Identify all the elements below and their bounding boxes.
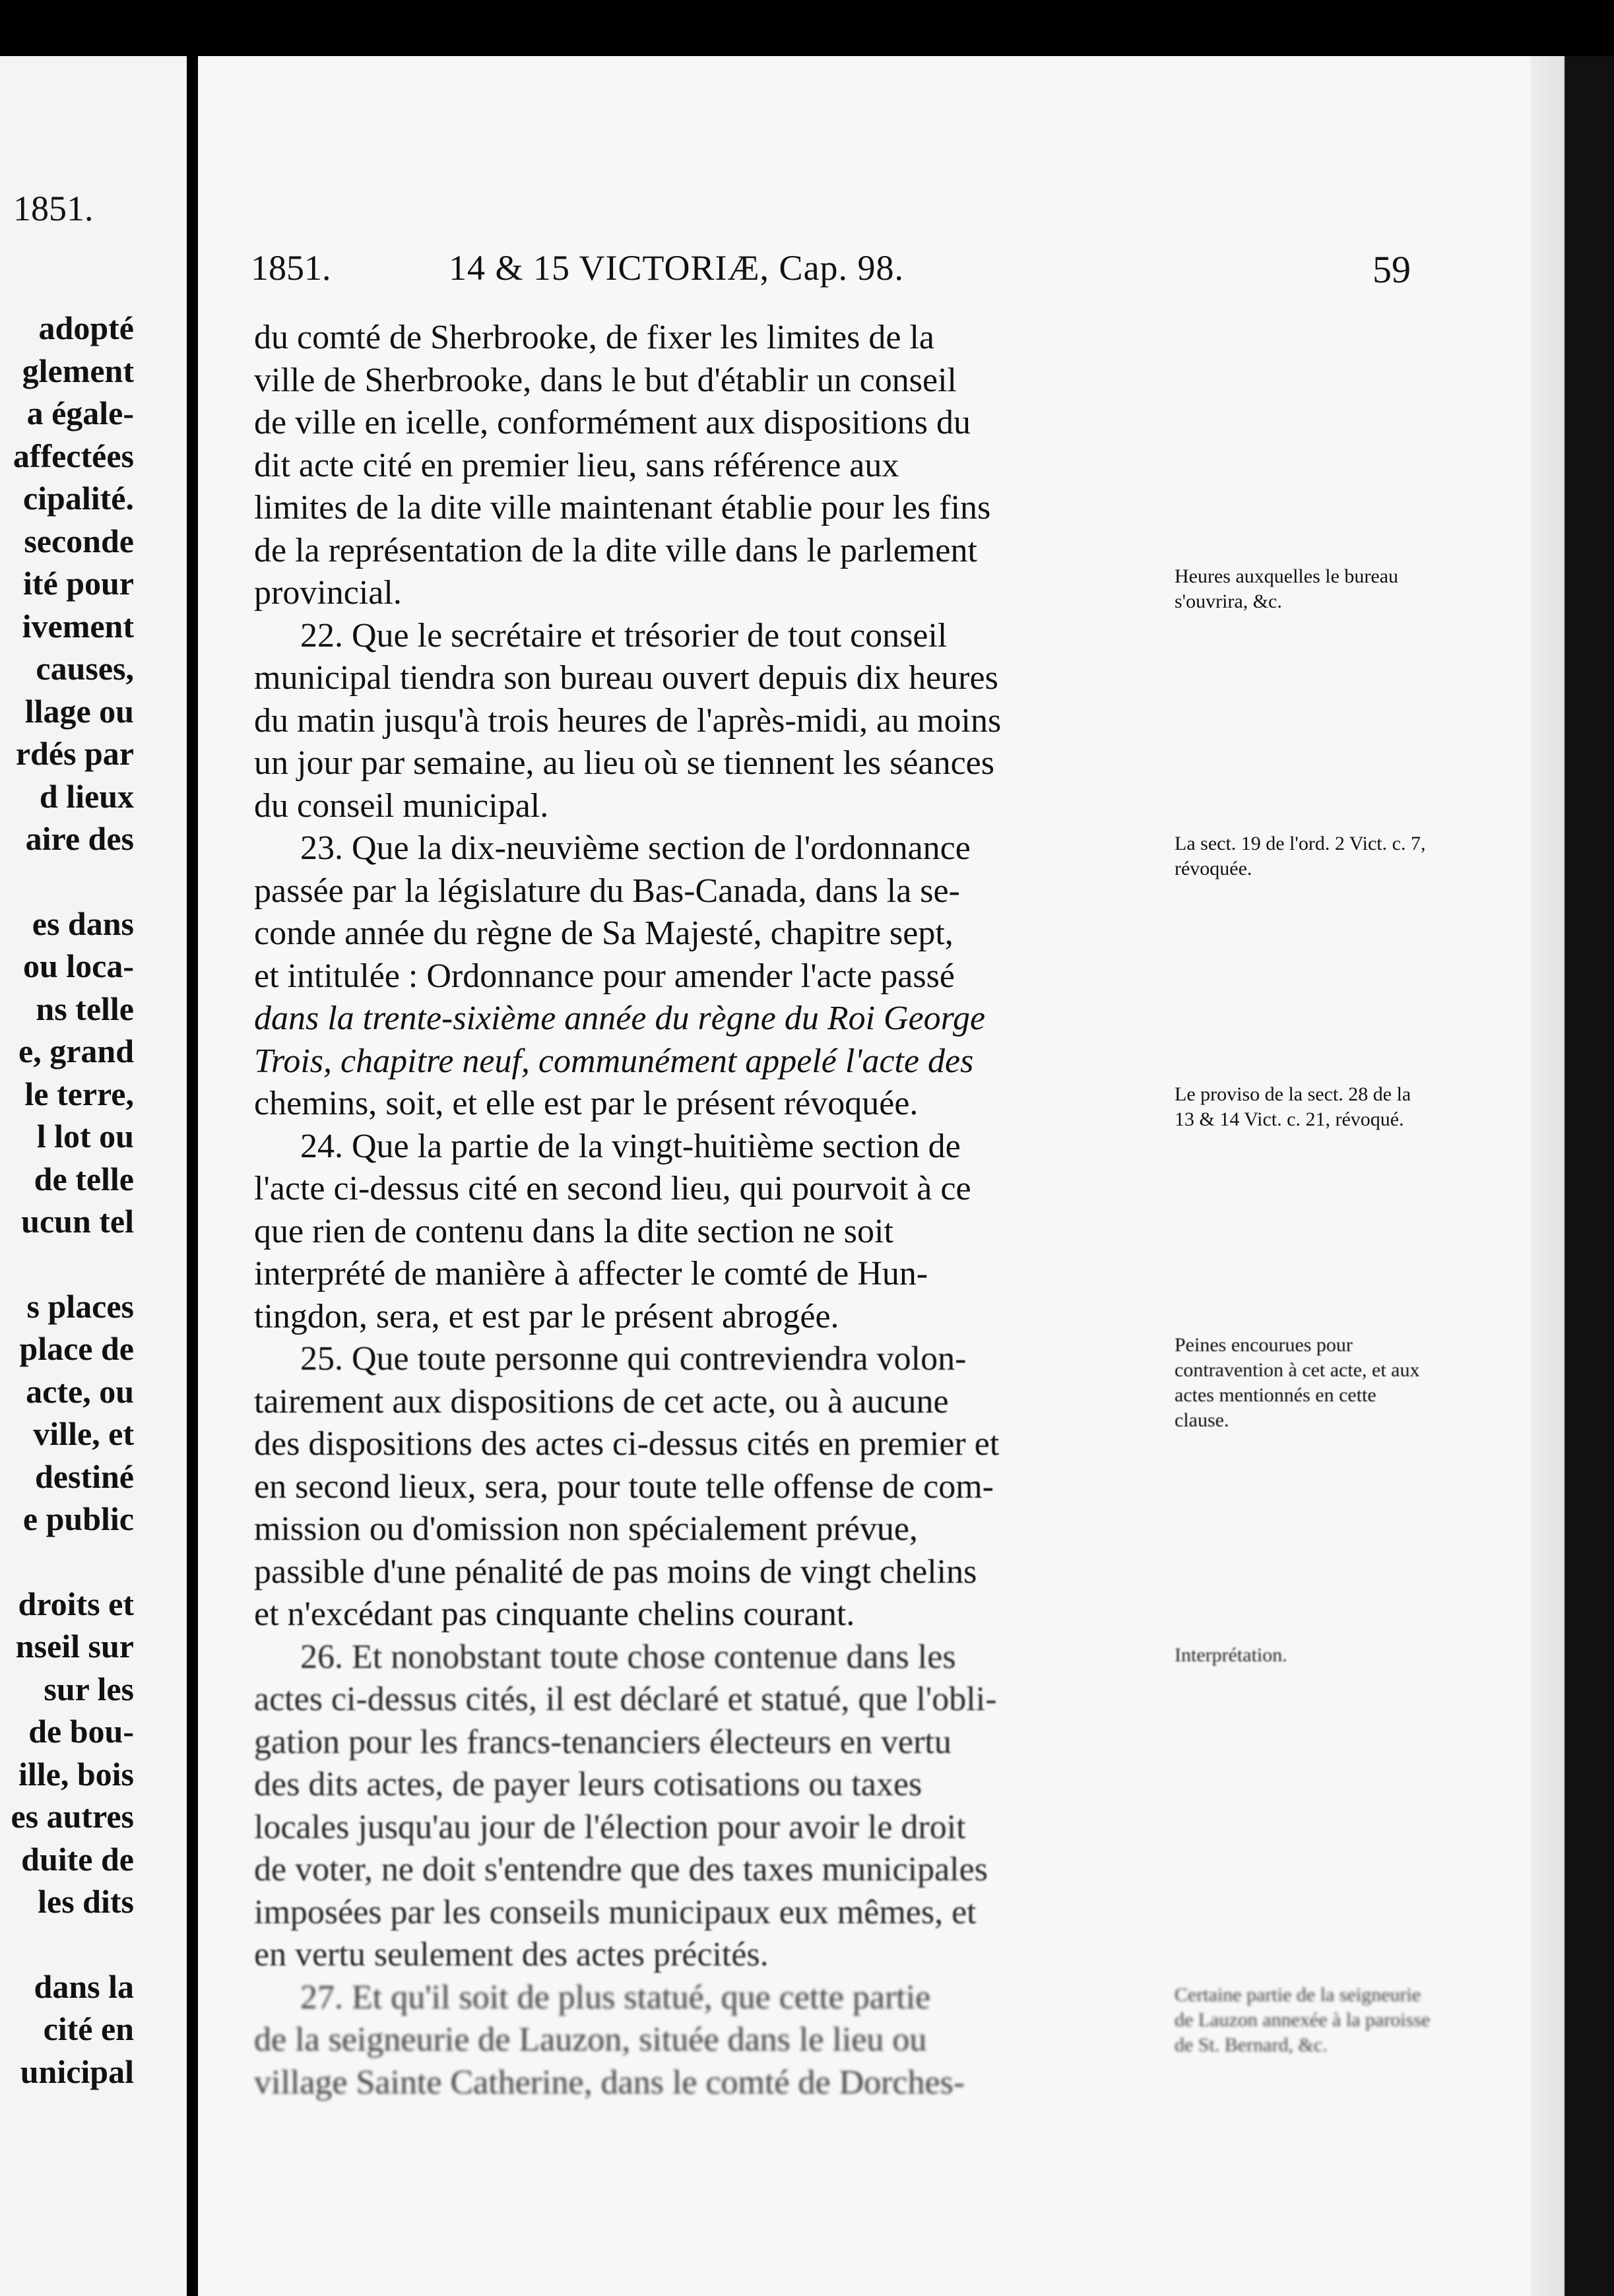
text-line: municipal tiendra son bureau ouvert depuis dix heures bbox=[254, 659, 998, 697]
text-line: dit acte cité en premier lieu, sans référence aux bbox=[254, 446, 899, 484]
text-line: du comté de Sherbrooke, de fixer les limites de la bbox=[254, 319, 935, 356]
text-line: 26. Et nonobstant toute chose contenue dans les bbox=[300, 1638, 956, 1676]
margin-note: La sect. 19 de l'ord. 2 Vict. c. 7, révoquée. bbox=[1175, 833, 1426, 879]
text-line: ville, et bbox=[33, 1415, 134, 1452]
text-line: gation pour les francs-tenanciers électeurs en vertu bbox=[254, 1723, 952, 1761]
text-line: e public bbox=[22, 1500, 134, 1537]
text-line: de voter, ne doit s'entendre que des taxes municipales bbox=[254, 1851, 988, 1888]
blank-line bbox=[0, 1541, 134, 1583]
text-line: llage ou bbox=[24, 692, 134, 730]
text-line: que rien de contenu dans la dite section ne soit bbox=[254, 1212, 893, 1250]
text-line: a égale- bbox=[26, 395, 134, 431]
text-line: l lot ou bbox=[36, 1118, 134, 1155]
text-line: de la représentation de la dite ville dans le parlement bbox=[254, 531, 977, 569]
text-line: tingdon, sera, et est par le présent abrogée. bbox=[254, 1297, 839, 1335]
header-title: 14 & 15 VICTORIÆ, Cap. 98. bbox=[449, 248, 905, 288]
text-line: s places bbox=[26, 1287, 134, 1325]
margin-note: Le proviso de la sect. 28 de la 13 & 14 Vict. c. 21, révoqué. bbox=[1175, 1083, 1411, 1130]
text-line: 24. Que la partie de la vingt-huitième section de bbox=[300, 1127, 961, 1165]
text-line: cité en bbox=[43, 2010, 134, 2047]
text-line: 27. Et qu'il soit de plus statué, que cette partie bbox=[300, 1978, 931, 2016]
text-line: limites de la dite ville maintenant établie pour les fins bbox=[254, 489, 991, 526]
text-line: du conseil municipal. bbox=[254, 786, 549, 825]
text-line: duite de bbox=[21, 1840, 134, 1878]
text-line: chemins, soit, et elle est par le présent révoquée. bbox=[254, 1085, 919, 1122]
text-line: du matin jusqu'à trois heures de l'après-midi, au moins bbox=[254, 701, 1002, 740]
text-line: conde année du règne de Sa Majesté, chapitre sept, bbox=[254, 914, 953, 952]
text-line: unicipal bbox=[20, 2053, 134, 2090]
text-line: affectées bbox=[13, 437, 134, 474]
text-line: 23. Que la dix-neuvième section de l'ordonnance bbox=[300, 829, 971, 867]
text-line: cipalité. bbox=[22, 480, 134, 517]
text-line: les dits bbox=[38, 1883, 134, 1920]
text-line: tairement aux dispositions de cet acte, ou à aucune bbox=[254, 1382, 949, 1420]
text-line: es dans bbox=[32, 905, 134, 942]
text-line: le terre, bbox=[24, 1075, 134, 1112]
text-line: adopté bbox=[38, 309, 134, 346]
text-line: imposées par les conseils municipaux eux mêmes, et bbox=[254, 1893, 977, 1931]
text-line: ville de Sherbrooke, dans le but d'établir un conseil bbox=[254, 361, 957, 399]
text-line: place de bbox=[19, 1330, 134, 1367]
text-line: l'acte ci-dessus cité en second lieu, qui pourvoit à ce bbox=[254, 1170, 971, 1207]
margin-note: Certaine partie de la seigneurie de Lauzon annexée à la paroisse de St. Bernard, &c. bbox=[1175, 1984, 1431, 2056]
text-line: passible d'une pénalité de pas moins de vingt chelins bbox=[254, 1552, 977, 1591]
text-line: de la seigneurie de Lauzon, située dans le lieu ou bbox=[254, 2021, 927, 2058]
text-line: et intitulée : Ordonnance pour amender l'acte passé bbox=[254, 957, 955, 995]
text-line: acte, ou bbox=[26, 1372, 134, 1410]
text-line: sur les bbox=[44, 1670, 134, 1707]
page-number: 59 bbox=[1372, 248, 1411, 291]
right-page bbox=[198, 56, 1531, 2296]
text-line: Trois, chapitre neuf, communément appelé l'acte des bbox=[254, 1042, 974, 1080]
text-line: interprété de manière à affecter le comté de Hun- bbox=[254, 1255, 928, 1292]
text-line: droits et bbox=[18, 1585, 134, 1622]
left-page-text bbox=[0, 307, 134, 2093]
text-line: un jour par semaine, au lieu où se tiennent les séances bbox=[254, 744, 994, 782]
text-line: village Sainte Catherine, dans le comté de Dorches- bbox=[254, 2063, 965, 2101]
text-line: causes, bbox=[36, 650, 134, 687]
text-line: dans la trente-sixième année du règne du Roi George bbox=[254, 1000, 986, 1037]
text-line: destiné bbox=[35, 1457, 134, 1495]
text-line: ité pour bbox=[22, 565, 134, 602]
text-line: de ville en icelle, conformément aux dispositions du bbox=[254, 404, 971, 441]
text-line: et n'excédant pas cinquante chelins courant. bbox=[254, 1595, 855, 1633]
text-line: des dispositions des actes ci-dessus cités en premier et bbox=[254, 1425, 1000, 1463]
text-line: en vertu seulement des actes précités. bbox=[254, 1936, 769, 1973]
text-line: seconde bbox=[24, 522, 134, 559]
text-line: ivement bbox=[22, 607, 134, 645]
text-line: nseil sur bbox=[15, 1628, 134, 1665]
blank-line bbox=[0, 860, 134, 903]
margin-note: Interprétation. bbox=[1175, 1644, 1287, 1666]
header-year: 1851. bbox=[251, 248, 331, 288]
margin-note: Peines encourues pour contravention à cet acte, et aux actes mentionnés en cette clause. bbox=[1175, 1334, 1420, 1431]
text-line: aire des bbox=[25, 820, 134, 857]
text-line: ille, bois bbox=[18, 1755, 134, 1793]
text-line: en second lieux, sera, pour toute telle offense de com- bbox=[254, 1467, 994, 1506]
blank-line bbox=[0, 1243, 134, 1285]
text-line: e, grand bbox=[18, 1033, 134, 1069]
text-line: ns telle bbox=[36, 990, 134, 1027]
blank-line bbox=[0, 1923, 134, 1965]
text-line: d lieux bbox=[39, 777, 134, 815]
text-line: provincial. bbox=[254, 574, 402, 612]
text-line: actes ci-dessus cités, il est déclaré et statué, que l'obli- bbox=[254, 1680, 997, 1718]
text-line: mission ou d'omission non spécialement prévue, bbox=[254, 1510, 918, 1548]
text-line: de telle bbox=[34, 1160, 134, 1197]
text-line: dans la bbox=[34, 1967, 134, 2005]
text-line: 22. Que le secrétaire et trésorier de tout conseil bbox=[300, 616, 948, 654]
text-line: ou loca- bbox=[22, 947, 134, 984]
text-line: passée par la législature du Bas-Canada, dans la se- bbox=[254, 872, 960, 910]
text-line: des dits actes, de payer leurs cotisations ou taxes bbox=[254, 1766, 922, 1803]
text-line: 25. Que toute personne qui contreviendra volon- bbox=[300, 1340, 967, 1378]
text-line: ucun tel bbox=[21, 1203, 134, 1240]
text-line: es autres bbox=[11, 1798, 134, 1835]
left-page bbox=[0, 56, 187, 2296]
page-edge bbox=[1531, 56, 1614, 2296]
text-line: rdés par bbox=[15, 735, 134, 772]
margin-note: Heures auxquelles le bureau s'ouvrira, &c. bbox=[1175, 565, 1399, 612]
text-line: locales jusqu'au jour de l'élection pour avoir le droit bbox=[254, 1808, 966, 1846]
text-line: de bou- bbox=[28, 1713, 134, 1750]
left-page-year: 1851. bbox=[13, 189, 94, 228]
text-line: glement bbox=[22, 352, 134, 389]
